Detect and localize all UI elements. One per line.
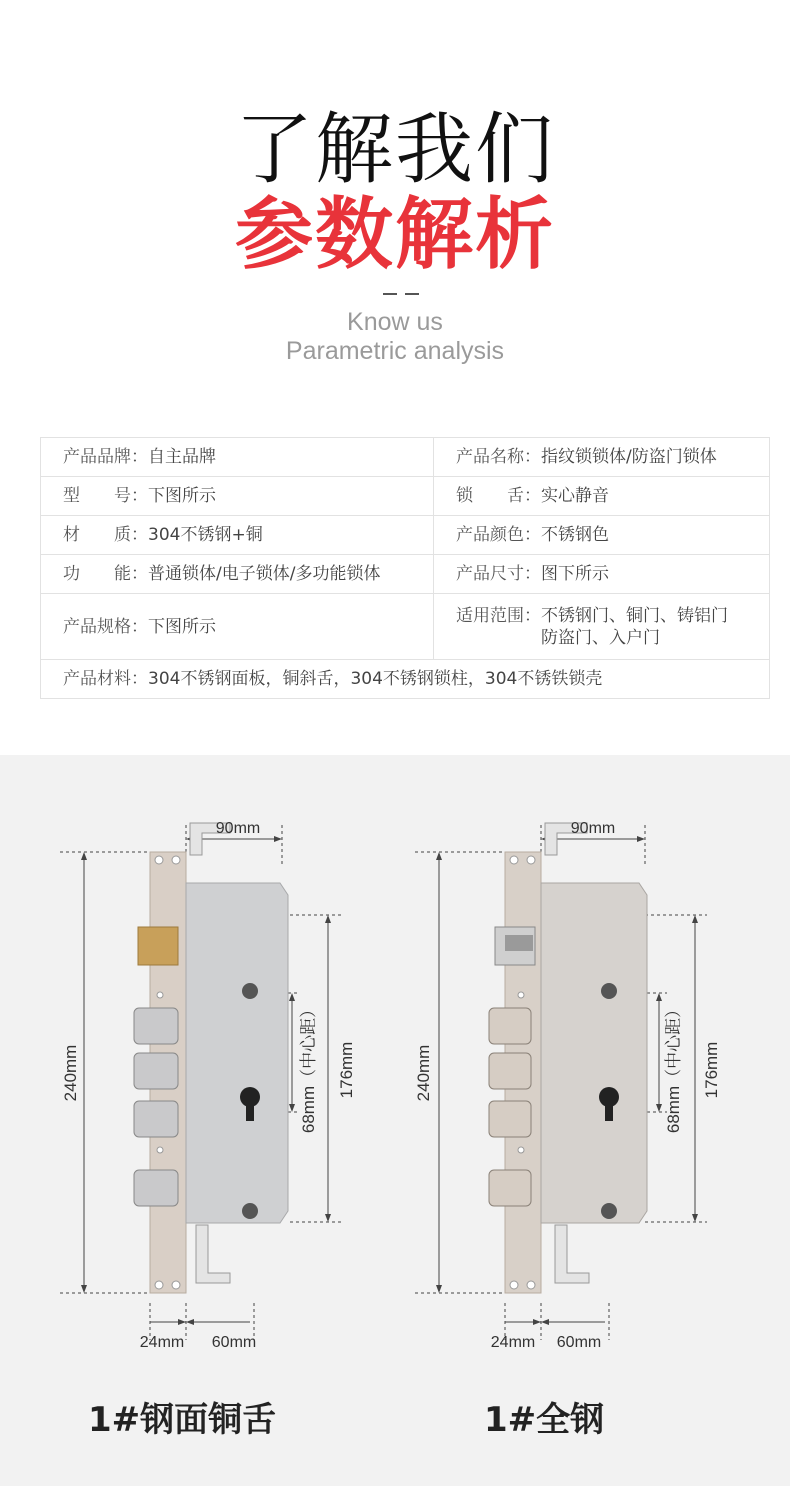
subtitle-en-line2: Parametric analysis [285, 337, 505, 365]
spec-row [41, 516, 770, 555]
spec-cell [41, 438, 434, 477]
scope-cell-inner [456, 605, 769, 649]
spec-cell [434, 477, 770, 516]
spec-cell [434, 594, 770, 660]
dim-body-text: 176mm [702, 1041, 721, 1099]
dim-face-text: 24mm [490, 1334, 536, 1351]
spec-row [41, 660, 770, 699]
spec-value: 普通锁体/电子锁体/多功能锁体 [148, 564, 381, 584]
spec-value: 图下所示 [541, 564, 609, 584]
spec-value: 304不锈钢面板，铜斜舌，304不锈钢锁柱，304不锈铁锁壳 [148, 669, 603, 689]
dim-height-text: 240mm [61, 1044, 80, 1102]
spec-value: 实心静音 [541, 486, 609, 506]
spec-table [40, 437, 770, 699]
spec-cell [434, 438, 770, 477]
spec-cell [41, 555, 434, 594]
spec-label: 材 质： [63, 525, 148, 545]
page-subtitle: 参数解析 [234, 190, 555, 280]
spec-value: 防盗门、入户门 [541, 627, 660, 648]
spec-row [41, 438, 770, 477]
dim-backset-text: 60mm [556, 1334, 602, 1351]
spec-label: 产品材料： [63, 669, 148, 689]
lock-diagram-full-steel [395, 755, 790, 1375]
dim-width-text: 90mm [215, 820, 261, 837]
spec-row [41, 477, 770, 516]
spec-value: 下图所示 [148, 486, 216, 506]
spec-value: 下图所示 [148, 616, 216, 637]
page-title: 了解我们 [234, 105, 555, 195]
spec-value: 不锈钢门、铜门、铸铝门 [541, 605, 728, 626]
subtitle-en-line1: Know us [347, 308, 443, 336]
spec-cell [41, 660, 770, 699]
spec-row [41, 555, 770, 594]
dim-body-text: 176mm [337, 1041, 356, 1099]
dim-height-text: 240mm [414, 1044, 433, 1102]
spec-label: 锁 舌： [456, 486, 541, 506]
caption-full-steel: 1#全钢 [484, 1400, 605, 1440]
divider-dash-right [405, 293, 419, 295]
dim-center-text: 68mm（中心距） [664, 1000, 683, 1134]
spec-cell [434, 555, 770, 594]
spec-value: 不锈钢色 [541, 525, 609, 545]
spec-label: 产品规格： [63, 616, 148, 637]
dim-width-text: 90mm [570, 820, 616, 837]
spec-cell [41, 594, 434, 660]
spec-label: 适用范围： [456, 605, 541, 626]
spec-value: 304不锈钢+铜 [148, 525, 263, 545]
spec-label: 产品颜色： [456, 525, 541, 545]
dim-face-text: 24mm [139, 1334, 185, 1351]
spec-label: 型 号： [63, 486, 148, 506]
spec-row [41, 594, 770, 660]
dim-center-text: 68mm（中心距） [299, 1000, 318, 1134]
dim-backset-text: 60mm [211, 1334, 257, 1351]
lock-diagram-steel-copper [0, 755, 395, 1375]
spec-value: 自主品牌 [148, 447, 216, 467]
spec-label: 功 能： [63, 564, 148, 584]
caption-steel-copper: 1#钢面铜舌 [88, 1400, 277, 1440]
header-section [0, 0, 790, 420]
scope-values [541, 605, 728, 649]
spec-cell [41, 477, 434, 516]
spec-label: 产品品牌： [63, 447, 148, 467]
spec-cell [434, 516, 770, 555]
spec-label: 产品名称： [456, 447, 541, 467]
spec-cell [41, 516, 434, 555]
spec-label: 产品尺寸： [456, 564, 541, 584]
spec-value: 指纹锁锁体/防盗门锁体 [541, 447, 717, 467]
divider-dash-left [383, 293, 397, 295]
